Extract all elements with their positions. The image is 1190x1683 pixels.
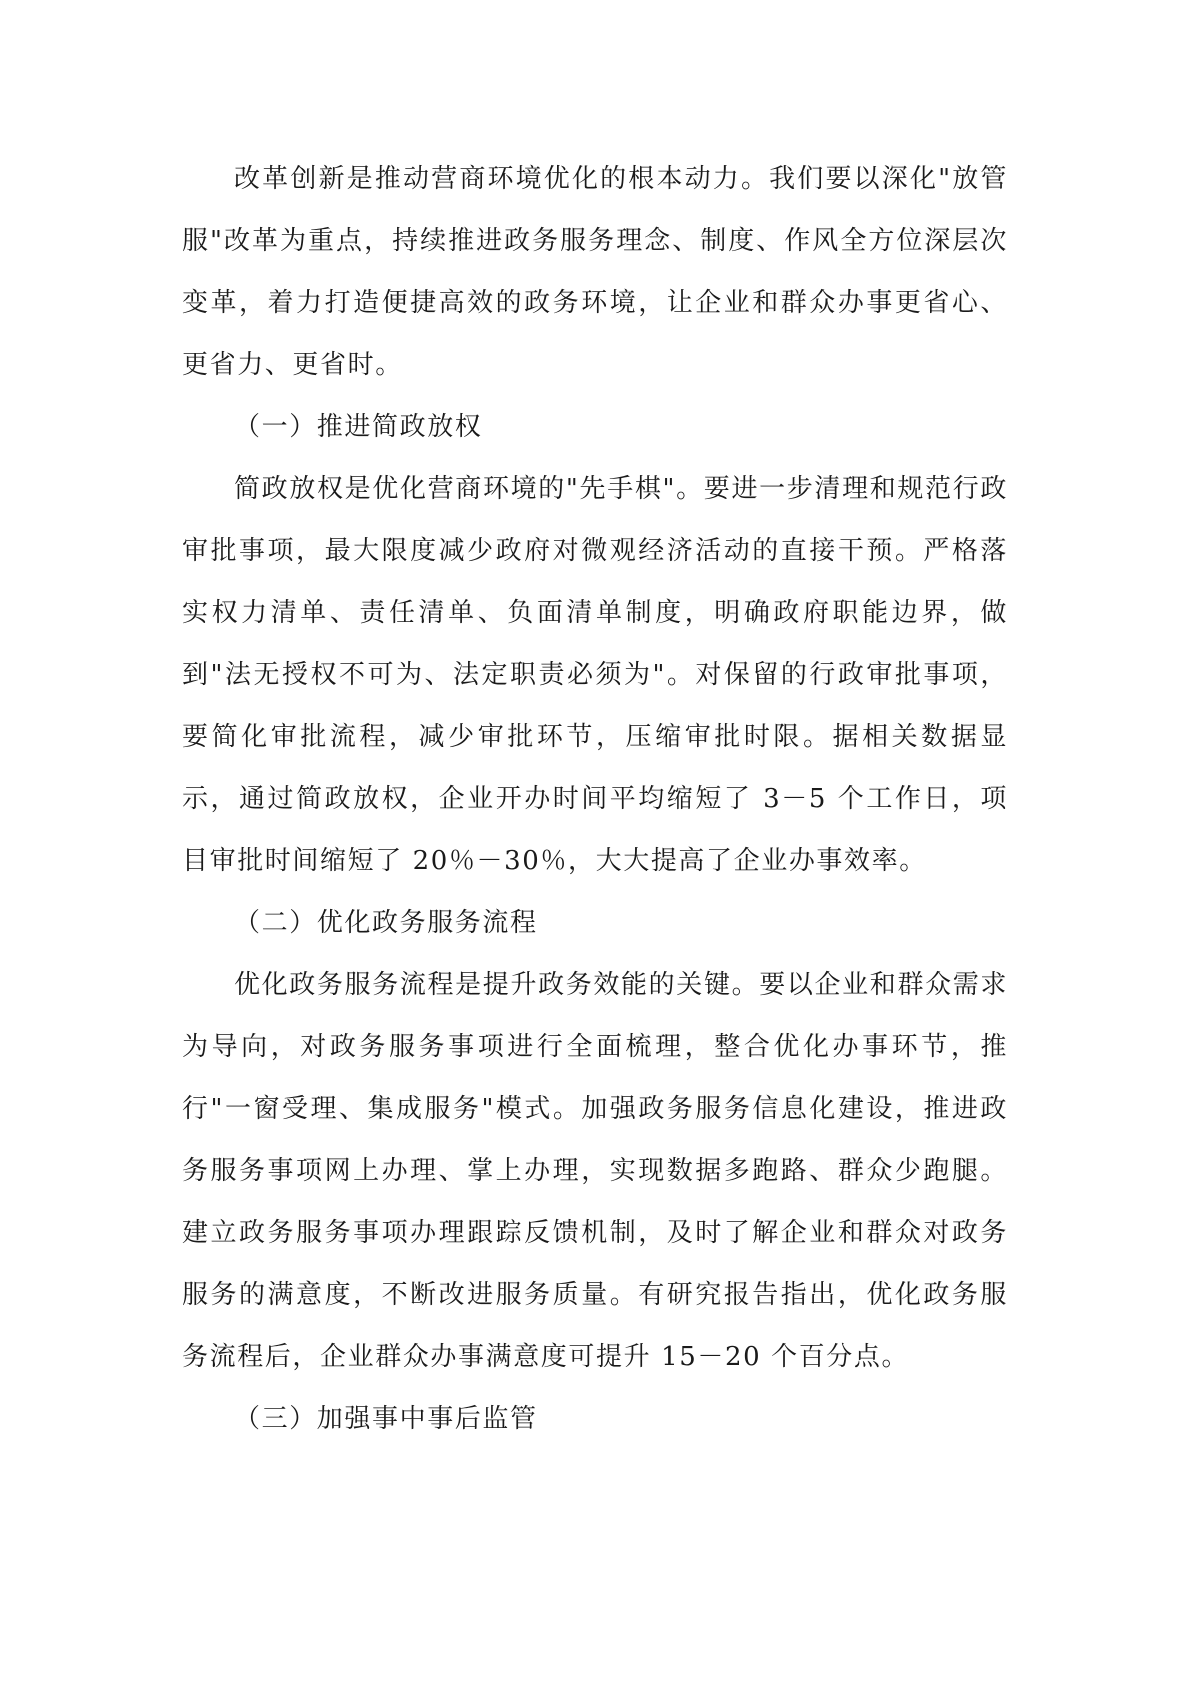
section-heading-2: （二）优化政务服务流程 — [234, 908, 538, 938]
section-heading-3: （三）加强事中事后监管 — [234, 1404, 538, 1434]
paragraph-section-2: 优化政务服务流程是提升政务效能的关键。要以企业和群众需求为导向，对政务服务事项进行全面梳理，整合优化办事环节，推行"一窗受理、集成服务"模式。加强政务服务信息化建设，推进政务服务事项网上办理、掌上办理，实现数据多跑路、群众少跑腿。建立政务服务事项办理跟踪反馈机制，及时了解企业和群众对政务服务的满意度，不断改进服务质量。有研究报告指出，优化政务服务流程后，企业群众办事满意度可提升 15－20 个百分点。 — [182, 970, 1008, 1372]
document-page — [182, 148, 1008, 1450]
paragraph-section-1: 简政放权是优化营商环境的"先手棋"。要进一步清理和规范行政审批事项，最大限度减少政府对微观经济活动的直接干预。严格落实权力清单、责任清单、负面清单制度，明确政府职能边界，做到"法无授权不可为、法定职责必须为"。对保留的行政审批事项，要简化审批流程，减少审批环节，压缩审批时限。据相关数据显示，通过简政放权，企业开办时间平均缩短了 3－5 个工作日，项目审批时间缩短了 20％－30％，大大提高了企业办事效率。 — [182, 474, 1008, 876]
paragraph-intro: 改革创新是推动营商环境优化的根本动力。我们要以深化"放管服"改革为重点，持续推进政务服务理念、制度、作风全方位深层次变革，着力打造便捷高效的政务环境，让企业和群众办事更省心、更省力、更省时。 — [182, 164, 1008, 380]
section-heading-1: （一）推进简政放权 — [234, 412, 483, 442]
